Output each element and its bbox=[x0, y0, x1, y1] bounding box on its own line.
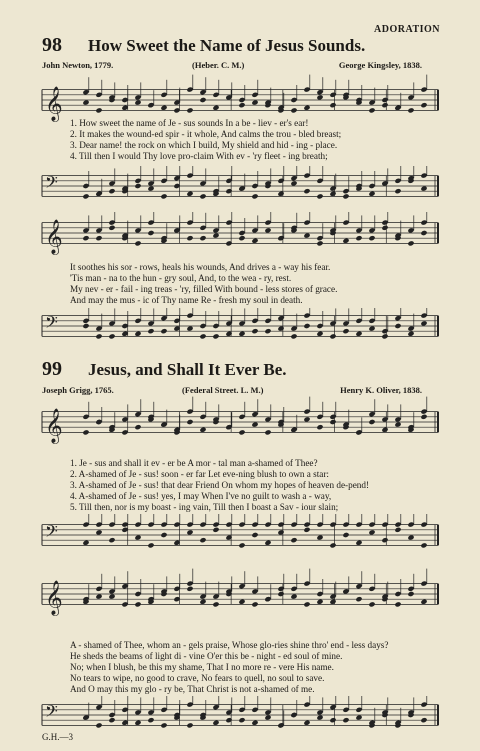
hymn-title: How Sweet the Name of Jesus Sounds. bbox=[88, 36, 366, 55]
author-credit: Joseph Grigg, 1765. bbox=[42, 385, 114, 395]
svg-text:𝄞: 𝄞 bbox=[45, 408, 63, 444]
verse-line: No tears to wipe, no good to crave, No fears to quell, no soul to save. bbox=[70, 673, 325, 683]
verse-line: 'Tis man - na to the hun - gry soul, And, to the wea - ry, rest. bbox=[70, 273, 292, 283]
tune-credit: (Heber. C. M.) bbox=[192, 60, 245, 70]
verse-line: And may the mus - ic of Thy name Re - fresh my soul in death. bbox=[70, 295, 303, 305]
verse-line: No; when I blush, be this my shame, That I no more re - vere His name. bbox=[70, 662, 334, 672]
svg-text:𝄞: 𝄞 bbox=[45, 86, 63, 122]
bass-staff bbox=[0, 308, 480, 352]
bass-staff bbox=[0, 514, 480, 564]
svg-text:𝄞: 𝄞 bbox=[45, 219, 63, 255]
svg-text:𝄢: 𝄢 bbox=[45, 172, 58, 197]
bass-staff bbox=[0, 166, 480, 214]
svg-text:𝄢: 𝄢 bbox=[45, 701, 58, 726]
verse-line: 3. Dear name! the rock on which I build, My shield and hid - ing - place. bbox=[70, 140, 338, 150]
composer-credit: Henry K. Oliver, 1838. bbox=[340, 385, 422, 395]
svg-text:𝄢: 𝄢 bbox=[45, 312, 58, 337]
svg-text:𝄢: 𝄢 bbox=[45, 521, 58, 546]
footer-mark: G.H.—3 bbox=[42, 732, 73, 742]
verse-line: 2. A-shamed of Je - sus! soon - er far Let eve-ning blush to own a star: bbox=[70, 469, 329, 479]
verse-line: And O may this my glo - ry be, That Christ is not a-shamed of me. bbox=[70, 684, 315, 694]
verse-line: A - shamed of Thee, whom an - gels praise, Whose glo-ries shine thro' end - less days? bbox=[70, 640, 389, 650]
verse-line: He sheds the beams of light di - vine O'er this be - night - ed soul of mine. bbox=[70, 651, 343, 661]
hymn-title: Jesus, and Shall It Ever Be. bbox=[88, 360, 287, 379]
verses-block bbox=[70, 262, 440, 306]
composer-credit: George Kingsley, 1838. bbox=[338, 60, 422, 70]
verse-line: 1. How sweet the name of Je - sus sounds In a be - liev - er's ear! bbox=[70, 118, 309, 128]
verse-line: 1. Je - sus and shall it ev - er be A mor - tal man a-shamed of Thee? bbox=[70, 458, 318, 468]
verses-block bbox=[70, 640, 440, 695]
verse-line: 4. A-shamed of Je - sus! yes, I may When I've no guilt to wash a - way, bbox=[70, 491, 332, 501]
verses-block bbox=[70, 458, 440, 513]
hymn-number: 99 bbox=[42, 358, 62, 380]
section-label: ADORATION bbox=[374, 24, 440, 35]
verse-line: It soothes his sor - rows, heals his wounds, And drives a - way his fear. bbox=[70, 262, 331, 272]
verse-line: 3. A-shamed of Je - sus! that dear Friend On whom my hopes of heaven de-pend! bbox=[70, 480, 370, 490]
svg-text:𝄞: 𝄞 bbox=[45, 580, 63, 616]
verses-block bbox=[70, 118, 440, 162]
tune-credit: (Federal Street. L. M.) bbox=[182, 385, 264, 395]
verse-line: 4. Till then I would Thy love pro-claim With ev - 'ry fleet - ing breath; bbox=[70, 151, 328, 161]
treble-staff bbox=[0, 212, 480, 262]
treble-staff bbox=[0, 396, 480, 456]
verse-line: 5. Till then, nor is my boast - ing vain, Till then I boast a Sav - iour slain; bbox=[70, 502, 339, 512]
verse-line: 2. It makes the wound-ed spir - it whole, And calms the trou - bled breast; bbox=[70, 129, 342, 139]
verse-line: My nev - er - fail - ing treas - 'ry, filled With bound - less stores of grace. bbox=[70, 284, 338, 294]
treble-staff bbox=[0, 566, 480, 630]
author-credit: John Newton, 1779. bbox=[42, 60, 114, 70]
hymn-number: 98 bbox=[42, 34, 62, 56]
